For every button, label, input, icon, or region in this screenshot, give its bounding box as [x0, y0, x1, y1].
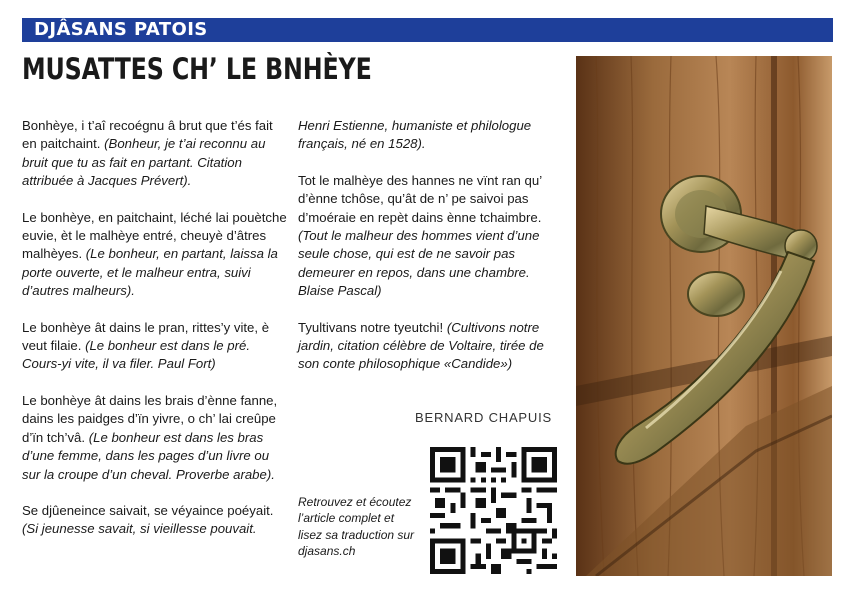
patois-text: Bonhèye, i t’aî recoégnu â brut que t’és fait en paitchaint.	[22, 118, 273, 152]
french-translation: (Tout le malheur des hommes vient d’une seule chose, qui est de ne savoir pas demeurer en repos, dans une chambre. Blaise Pascal)	[298, 228, 540, 299]
french-translation: (Le bonheur, en partant, laissa la porte ouverte, et le malheur entra, suivi d’autres malheurs).	[22, 246, 278, 299]
french-translation: Henri Estienne, humaniste et philologue français, né en 1528).	[298, 118, 532, 152]
patois-text: Le bonhèye, en paitchaint, léché lai pouètche euvie, èt le malhèye entré, cheuyè d’âtres malhèyes.	[22, 209, 287, 262]
patois-text: Tyultivans notre tyeutchi!	[298, 319, 444, 335]
author-byline: BERNARD CHAPUIS	[415, 410, 552, 425]
paragraph	[22, 117, 287, 191]
article-column-right	[298, 117, 563, 392]
door-handle-photo	[576, 56, 832, 576]
paragraph	[22, 319, 287, 374]
door-handle-illustration	[576, 56, 832, 576]
rubric-label: DJÂSANS PATOIS	[34, 19, 208, 40]
article-title: MUSATTES CH’ LE BNHÈYE	[22, 52, 372, 86]
patois-text: Le bonhèye ât dains le pran, rittes’y vite, è veut filaie.	[22, 319, 270, 354]
patois-text: Le bonhèye ât dains les brais d’ènne fanne, dains les paidges d’ïn yivre, o ch’ lai creûpe d’ïn tch’vâ.	[22, 392, 278, 445]
paragraph	[22, 209, 287, 301]
patois-text: Tot le malhèye des hannes ne vïnt ran qu’ d’ènne tchôse, qu’ât de n’ pe saivoi pas d’moéraie en repèt dains ènne tchaimbre.	[298, 172, 542, 225]
paragraph	[22, 502, 287, 539]
paragraph	[298, 117, 563, 154]
patois-text: Se djûeneince saivait, se véyaince poéyait.	[22, 502, 274, 518]
paragraph	[298, 172, 563, 301]
promo-text: Retrouvez et écoutez l’article complet et lisez sa traduction sur djasans.ch	[298, 495, 415, 558]
paragraph	[22, 392, 287, 484]
french-translation: (Si jeunesse savait, si vieillesse pouvait.	[22, 521, 257, 537]
french-translation: (Le bonheur est dans le pré. Cours-yi vite, il va filer. Paul Fort)	[22, 338, 251, 372]
paragraph	[298, 319, 563, 374]
qr-code-image[interactable]	[430, 447, 557, 574]
rubric-banner	[22, 18, 833, 42]
french-translation: (Cultivons notre jardin, citation célèbre de Voltaire, tirée de son conte philosophique «Candide»)	[298, 319, 544, 372]
french-translation: (Le bonheur est dans les bras d’une femme, dans les pages d’un livre ou sur la croupe d’un cheval. Proverbe arabe).	[22, 429, 275, 482]
article-column-left	[22, 117, 287, 557]
french-translation: (Bonheur, je t’ai reconnu au bruit que tu as fait en partant. Citation attribuée à Jacques Prévert).	[22, 136, 266, 189]
